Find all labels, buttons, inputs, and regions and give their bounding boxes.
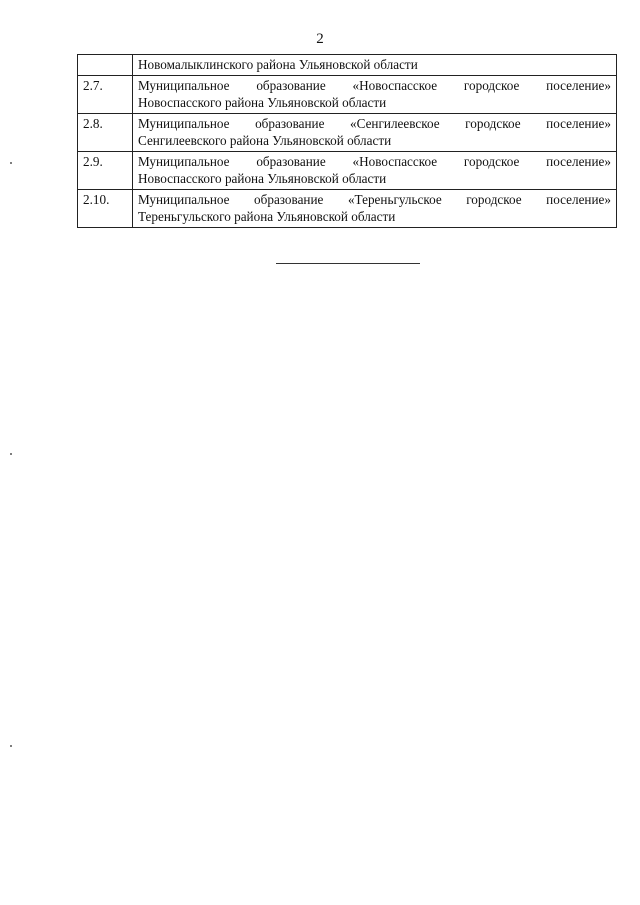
row-text: [133, 152, 617, 190]
row-text: [133, 114, 617, 152]
row-text-line: Новоспасского района Ульяновской области: [138, 171, 387, 186]
row-text-line: Муниципальное образование «Новоспасское городское поселение»: [138, 78, 611, 93]
table-row: [78, 76, 617, 114]
row-text-line: Муниципальное образование «Новоспасское городское поселение»: [138, 154, 611, 169]
row-text-line: Муниципальное образование «Сенгилеевское городское поселение»: [138, 116, 611, 131]
row-text: [133, 55, 617, 76]
row-number: 2.10.: [78, 190, 133, 228]
row-number: [78, 55, 133, 76]
row-text: [133, 190, 617, 228]
settlements-table: [77, 54, 617, 228]
row-number: 2.9.: [78, 152, 133, 190]
table-row: [78, 152, 617, 190]
row-number: 2.7.: [78, 76, 133, 114]
row-text-line: Сенгилеевского района Ульяновской области: [138, 133, 392, 148]
row-text-line: Новомалыклинского района Ульяновской области: [138, 57, 418, 72]
row-text: [133, 76, 617, 114]
row-text-line: Тереньгульского района Ульяновской области: [138, 209, 396, 224]
row-text-line: Муниципальное образование «Тереньгульское городское поселение»: [138, 192, 611, 207]
row-number: 2.8.: [78, 114, 133, 152]
table-row: [78, 190, 617, 228]
scan-speck: [10, 745, 12, 747]
page-number: 2: [316, 31, 324, 47]
scan-speck: [10, 453, 12, 455]
scan-speck: [10, 162, 12, 164]
end-of-document-rule: [276, 263, 420, 264]
table-row: [78, 114, 617, 152]
row-text-line: Новоспасского района Ульяновской области: [138, 95, 387, 110]
table-row: [78, 55, 617, 76]
